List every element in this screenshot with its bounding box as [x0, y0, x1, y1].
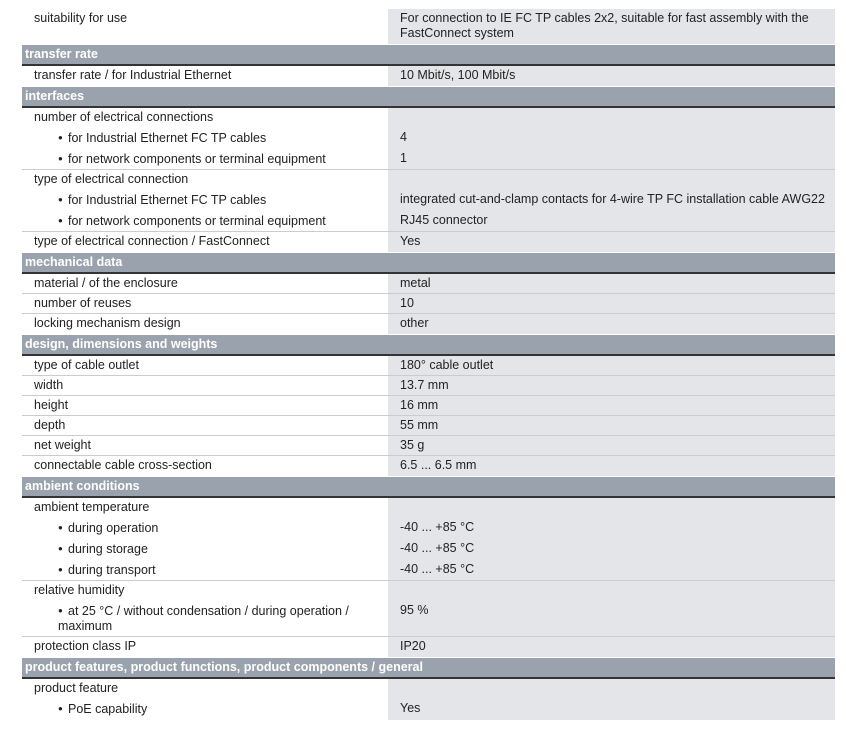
spec-row	[22, 149, 835, 170]
spec-label	[22, 66, 388, 86]
spec-label-text: height	[34, 398, 69, 412]
spec-value	[388, 581, 835, 601]
spec-row	[22, 699, 835, 720]
bullet-icon: ●	[58, 544, 63, 553]
bullet-icon: ●	[58, 523, 63, 532]
bullet-icon: ●	[58, 216, 63, 225]
spec-row	[22, 436, 835, 456]
spec-row	[22, 416, 835, 436]
spec-label	[22, 396, 388, 416]
spec-value: 16 mm	[388, 396, 835, 416]
spec-row	[22, 314, 835, 334]
spec-value: 10 Mbit/s, 100 Mbit/s	[388, 66, 835, 86]
spec-label-text: during transport	[68, 563, 156, 577]
spec-label-text: PoE capability	[68, 702, 148, 716]
spec-value: For connection to IE FC TP cables 2x2, suitable for fast assembly with the FastConnect system	[388, 9, 835, 44]
section-ambient-conditions	[22, 476, 835, 657]
spec-label	[22, 376, 388, 396]
bullet-icon: ●	[58, 133, 63, 142]
spec-label	[22, 456, 388, 476]
spec-label	[22, 601, 388, 637]
spec-label-text: depth	[34, 418, 66, 432]
bullet-icon: ●	[58, 704, 63, 713]
spec-row	[22, 518, 835, 539]
spec-label	[22, 498, 388, 518]
spec-row	[22, 376, 835, 396]
spec-label	[22, 128, 388, 149]
spec-label-text: suitability for use	[34, 11, 128, 25]
spec-label	[22, 211, 388, 232]
spec-value: metal	[388, 274, 835, 294]
spec-value: 1	[388, 149, 835, 170]
section-header: ambient conditions	[22, 476, 835, 496]
spec-label-text: during operation	[68, 521, 159, 535]
spec-value	[388, 498, 835, 518]
spec-row	[22, 601, 835, 637]
section-intro	[22, 9, 835, 44]
bullet-icon: ●	[58, 606, 63, 615]
spec-label	[22, 679, 388, 699]
spec-sheet	[22, 9, 835, 720]
spec-label	[22, 436, 388, 456]
spec-label	[22, 149, 388, 170]
spec-row	[22, 9, 835, 44]
section-header: interfaces	[22, 86, 835, 106]
spec-value: 180° cable outlet	[388, 356, 835, 376]
spec-label	[22, 190, 388, 211]
spec-row	[22, 539, 835, 560]
section-header: transfer rate	[22, 44, 835, 64]
spec-label-text: during storage	[68, 542, 148, 556]
spec-label	[22, 170, 388, 190]
spec-row	[22, 679, 835, 699]
section-mechanical-data	[22, 252, 835, 334]
spec-value: other	[388, 314, 835, 334]
spec-label-text: for network components or terminal equipment	[68, 214, 326, 228]
spec-label-text: width	[34, 378, 64, 392]
section-transfer-rate	[22, 44, 835, 86]
spec-row	[22, 232, 835, 252]
spec-label	[22, 9, 388, 44]
spec-value: -40 ... +85 °C	[388, 518, 835, 539]
spec-row	[22, 274, 835, 294]
spec-value	[388, 108, 835, 128]
spec-label-text: for Industrial Ethernet FC TP cables	[68, 193, 267, 207]
bullet-icon: ●	[58, 154, 63, 163]
spec-label-text: type of electrical connection	[34, 172, 189, 186]
spec-value: 13.7 mm	[388, 376, 835, 396]
spec-label	[22, 560, 388, 581]
spec-label	[22, 294, 388, 314]
spec-row	[22, 498, 835, 518]
spec-row	[22, 108, 835, 128]
section-header: product features, product functions, product components / general	[22, 657, 835, 677]
spec-label-text: net weight	[34, 438, 91, 452]
spec-label-text: material / of the enclosure	[34, 276, 178, 290]
spec-label-text: locking mechanism design	[34, 316, 181, 330]
spec-label-text: product feature	[34, 681, 119, 695]
spec-value: 6.5 ... 6.5 mm	[388, 456, 835, 476]
spec-row	[22, 456, 835, 476]
spec-row	[22, 211, 835, 232]
spec-label-text: ambient temperature	[34, 500, 150, 514]
section-design-dimensions-and-weights	[22, 334, 835, 476]
bullet-icon: ●	[58, 565, 63, 574]
spec-row	[22, 637, 835, 657]
spec-value	[388, 170, 835, 190]
spec-label	[22, 108, 388, 128]
spec-value	[388, 679, 835, 699]
spec-label	[22, 699, 388, 720]
spec-label-text: type of cable outlet	[34, 358, 139, 372]
spec-row	[22, 560, 835, 581]
spec-row	[22, 170, 835, 190]
section-header: design, dimensions and weights	[22, 334, 835, 354]
spec-label	[22, 637, 388, 657]
spec-label-text: connectable cable cross-section	[34, 458, 212, 472]
spec-label	[22, 518, 388, 539]
spec-label-text: number of electrical connections	[34, 110, 214, 124]
spec-label	[22, 356, 388, 376]
section-interfaces	[22, 86, 835, 252]
spec-row	[22, 66, 835, 86]
spec-label	[22, 232, 388, 252]
spec-value: integrated cut-and-clamp contacts for 4-wire TP FC installation cable AWG22	[388, 190, 835, 211]
spec-label	[22, 539, 388, 560]
spec-label-text: transfer rate / for Industrial Ethernet	[34, 68, 232, 82]
spec-label	[22, 581, 388, 601]
spec-row	[22, 581, 835, 601]
spec-value: 95 %	[388, 601, 835, 637]
spec-value: 35 g	[388, 436, 835, 456]
spec-label-text: for network components or terminal equipment	[68, 152, 326, 166]
spec-value: Yes	[388, 699, 835, 720]
spec-value: Yes	[388, 232, 835, 252]
spec-label	[22, 274, 388, 294]
spec-label	[22, 416, 388, 436]
spec-label-text: at 25 °C / without condensation / during operation / maximum	[58, 604, 349, 633]
spec-value: 55 mm	[388, 416, 835, 436]
section-product-features-product-functions-product-components-general	[22, 657, 835, 720]
spec-value: RJ45 connector	[388, 211, 835, 232]
section-header: mechanical data	[22, 252, 835, 272]
spec-value: IP20	[388, 637, 835, 657]
spec-row	[22, 396, 835, 416]
spec-label-text: for Industrial Ethernet FC TP cables	[68, 131, 267, 145]
bullet-icon: ●	[58, 195, 63, 204]
spec-label-text: number of reuses	[34, 296, 132, 310]
spec-label-text: protection class IP	[34, 639, 137, 653]
spec-value: -40 ... +85 °C	[388, 539, 835, 560]
spec-row	[22, 356, 835, 376]
spec-label-text: type of electrical connection / FastConnect	[34, 234, 270, 248]
spec-value: 10	[388, 294, 835, 314]
spec-row	[22, 294, 835, 314]
spec-value: -40 ... +85 °C	[388, 560, 835, 581]
spec-value: 4	[388, 128, 835, 149]
spec-label-text: relative humidity	[34, 583, 125, 597]
spec-row	[22, 128, 835, 149]
spec-label	[22, 314, 388, 334]
spec-row	[22, 190, 835, 211]
